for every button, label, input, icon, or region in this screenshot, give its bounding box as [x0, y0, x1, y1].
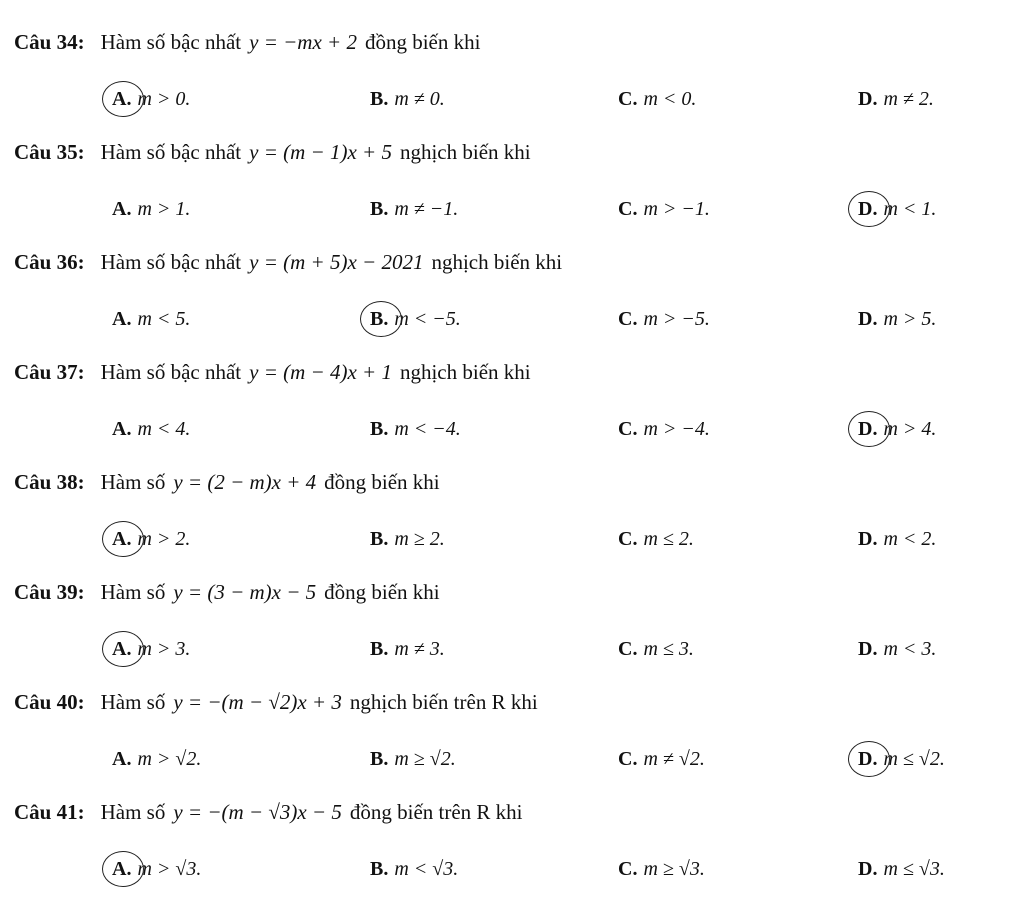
- option-expression: m < 3.: [883, 638, 937, 660]
- option-letter: D.: [858, 748, 878, 770]
- option-b[interactable]: [370, 198, 458, 221]
- question-suffix: nghịch biến khi: [431, 250, 563, 274]
- option-expression: m ≥ 2.: [394, 528, 445, 550]
- option-expression: m < 1.: [883, 198, 937, 220]
- option-expression: m ≠ √2.: [643, 748, 705, 770]
- option-letter: A.: [112, 638, 132, 660]
- question-prefix: Hàm số: [100, 690, 166, 714]
- option-expression: m ≠ 0.: [394, 88, 445, 110]
- option-letter: D.: [858, 418, 878, 440]
- option-d[interactable]: [858, 418, 936, 441]
- question-suffix: đồng biến khi: [324, 470, 440, 494]
- option-letter: B.: [370, 748, 389, 770]
- option-a[interactable]: [112, 638, 190, 661]
- option-letter: B.: [370, 528, 389, 550]
- option-expression: m ≤ √3.: [883, 858, 945, 880]
- option-expression: m > −5.: [643, 308, 710, 330]
- question-prefix: Hàm số bậc nhất: [100, 360, 242, 384]
- option-b[interactable]: [370, 528, 445, 551]
- question-stem: [14, 360, 531, 385]
- option-expression: m < −4.: [394, 418, 461, 440]
- option-expression: m ≥ √2.: [394, 748, 456, 770]
- question-prefix: Hàm số bậc nhất: [100, 140, 242, 164]
- option-letter: D.: [858, 88, 878, 110]
- option-expression: m < 4.: [137, 418, 191, 440]
- option-d[interactable]: [858, 88, 934, 111]
- option-expression: m > 0.: [137, 88, 191, 110]
- option-b[interactable]: [370, 748, 456, 771]
- option-letter: D.: [858, 308, 878, 330]
- option-letter: C.: [618, 198, 638, 220]
- option-a[interactable]: [112, 308, 190, 331]
- option-expression: m ≤ 3.: [643, 638, 694, 660]
- question-prefix: Hàm số bậc nhất: [100, 30, 242, 54]
- option-c[interactable]: [618, 638, 694, 661]
- option-expression: m ≠ −1.: [394, 198, 459, 220]
- option-expression: m ≤ 2.: [643, 528, 694, 550]
- question-37: [0, 330, 1024, 440]
- question-stem: [14, 580, 440, 605]
- question-formula: y = (3 − m)x − 5: [173, 580, 317, 604]
- option-b[interactable]: [370, 638, 445, 661]
- option-letter: D.: [858, 858, 878, 880]
- option-letter: A.: [112, 308, 132, 330]
- question-39: [0, 550, 1024, 660]
- question-suffix: đồng biến trên R khi: [349, 800, 523, 824]
- option-d[interactable]: [858, 528, 936, 551]
- question-formula: y = (m − 4)x + 1: [249, 360, 392, 384]
- question-stem: [14, 690, 538, 715]
- option-expression: m > −4.: [643, 418, 710, 440]
- question-stem: [14, 250, 562, 275]
- option-expression: m ≠ 2.: [883, 88, 934, 110]
- question-40: [0, 660, 1024, 770]
- question-41: [0, 770, 1024, 880]
- question-stem: [14, 800, 523, 825]
- question-number: Câu 35:: [14, 140, 85, 164]
- option-letter: B.: [370, 858, 389, 880]
- option-letter: B.: [370, 308, 389, 330]
- option-letter: C.: [618, 308, 638, 330]
- question-suffix: nghịch biến khi: [399, 360, 531, 384]
- option-letter: C.: [618, 748, 638, 770]
- question-number: Câu 34:: [14, 30, 85, 54]
- option-letter: D.: [858, 528, 878, 550]
- option-letter: A.: [112, 528, 132, 550]
- option-expression: m > 4.: [883, 418, 937, 440]
- question-prefix: Hàm số: [100, 470, 166, 494]
- option-d[interactable]: [858, 198, 936, 221]
- question-formula: y = (m + 5)x − 2021: [249, 250, 424, 274]
- option-c[interactable]: [618, 308, 710, 331]
- option-a[interactable]: [112, 88, 190, 111]
- option-a[interactable]: [112, 198, 190, 221]
- question-suffix: nghịch biến trên R khi: [349, 690, 538, 714]
- option-expression: m > 2.: [137, 528, 191, 550]
- option-expression: m > √3.: [137, 858, 202, 880]
- option-b[interactable]: [370, 308, 461, 331]
- question-prefix: Hàm số: [100, 580, 166, 604]
- option-letter: D.: [858, 198, 878, 220]
- option-b[interactable]: [370, 858, 458, 881]
- question-number: Câu 38:: [14, 470, 85, 494]
- option-d[interactable]: [858, 638, 936, 661]
- option-b[interactable]: [370, 418, 461, 441]
- question-number: Câu 41:: [14, 800, 85, 824]
- option-letter: A.: [112, 858, 132, 880]
- option-letter: B.: [370, 88, 389, 110]
- option-expression: m > 3.: [137, 638, 191, 660]
- question-suffix: nghịch biến khi: [399, 140, 531, 164]
- option-c[interactable]: [618, 748, 705, 771]
- option-expression: m < 5.: [137, 308, 191, 330]
- option-expression: m > 1.: [137, 198, 191, 220]
- question-suffix: đồng biến khi: [364, 30, 481, 54]
- option-letter: C.: [618, 528, 638, 550]
- question-stem: [14, 470, 440, 495]
- option-letter: C.: [618, 88, 638, 110]
- option-expression: m < −5.: [394, 308, 461, 330]
- option-expression: m ≥ √3.: [643, 858, 705, 880]
- question-formula: y = −(m − √2)x + 3: [173, 690, 342, 714]
- question-38: [0, 440, 1024, 550]
- option-a[interactable]: [112, 418, 190, 441]
- question-35: [0, 110, 1024, 220]
- option-letter: C.: [618, 638, 638, 660]
- option-c[interactable]: [618, 88, 696, 111]
- option-d[interactable]: [858, 308, 936, 331]
- option-c[interactable]: [618, 858, 705, 881]
- option-c[interactable]: [618, 198, 710, 221]
- option-letter: B.: [370, 638, 389, 660]
- option-letter: A.: [112, 198, 132, 220]
- option-letter: C.: [618, 418, 638, 440]
- option-c[interactable]: [618, 528, 694, 551]
- question-prefix: Hàm số bậc nhất: [100, 250, 242, 274]
- option-a[interactable]: [112, 748, 201, 771]
- question-number: Câu 37:: [14, 360, 85, 384]
- option-expression: m > √2.: [137, 748, 202, 770]
- question-formula: y = (m − 1)x + 5: [249, 140, 392, 164]
- question-prefix: Hàm số: [100, 800, 166, 824]
- option-expression: m > −1.: [643, 198, 710, 220]
- option-letter: B.: [370, 198, 389, 220]
- option-d[interactable]: [858, 748, 945, 771]
- question-number: Câu 40:: [14, 690, 85, 714]
- option-a[interactable]: [112, 858, 201, 881]
- question-formula: y = −mx + 2: [249, 30, 357, 54]
- question-stem: [14, 140, 531, 165]
- option-expression: m ≠ 3.: [394, 638, 445, 660]
- option-letter: D.: [858, 638, 878, 660]
- option-letter: A.: [112, 748, 132, 770]
- question-number: Câu 36:: [14, 250, 85, 274]
- option-expression: m < 2.: [883, 528, 937, 550]
- question-formula: y = −(m − √3)x − 5: [173, 800, 342, 824]
- question-formula: y = (2 − m)x + 4: [173, 470, 317, 494]
- option-letter: A.: [112, 88, 132, 110]
- option-b[interactable]: [370, 88, 445, 111]
- question-34: [0, 0, 1024, 110]
- option-letter: A.: [112, 418, 132, 440]
- option-c[interactable]: [618, 418, 710, 441]
- option-a[interactable]: [112, 528, 190, 551]
- option-expression: m ≤ √2.: [883, 748, 945, 770]
- option-letter: B.: [370, 418, 389, 440]
- option-d[interactable]: [858, 858, 945, 881]
- option-expression: m < √3.: [394, 858, 459, 880]
- option-letter: C.: [618, 858, 638, 880]
- option-expression: m > 5.: [883, 308, 937, 330]
- question-stem: [14, 30, 480, 55]
- question-36: [0, 220, 1024, 330]
- option-expression: m < 0.: [643, 88, 697, 110]
- question-suffix: đồng biến khi: [324, 580, 440, 604]
- question-number: Câu 39:: [14, 580, 85, 604]
